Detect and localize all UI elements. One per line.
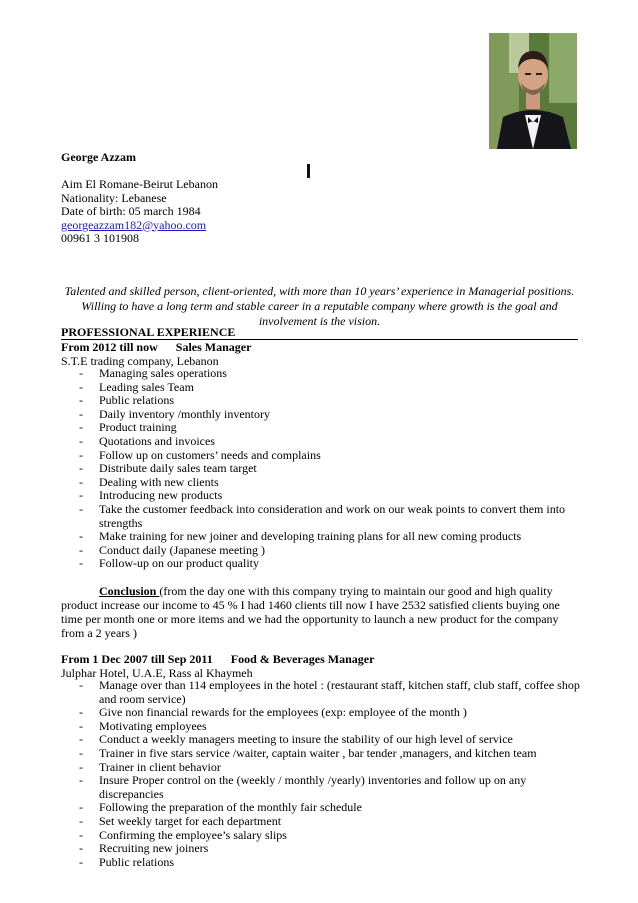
duty-item: [61, 381, 581, 395]
bullet-dash: -: [79, 705, 83, 720]
job-heading: [61, 652, 374, 666]
duty-text: Set weekly target for each department: [99, 813, 282, 828]
duty-text: Manage over than 114 employees in the hotel : (restaurant staff, kitchen staff, club staff, coffee shop and room service): [99, 678, 580, 706]
bullet-dash: -: [79, 433, 83, 448]
duty-text: Introducing new products: [99, 488, 223, 503]
duty-text: Managing sales operations: [99, 366, 227, 380]
duty-text: Recruiting new joiners: [99, 841, 209, 856]
duty-list: [61, 679, 581, 869]
job-period: From 2012 till now: [61, 340, 158, 354]
bullet-dash: -: [79, 841, 83, 856]
job-title: Food & Beverages Manager: [230, 652, 375, 666]
bullet-dash: -: [79, 542, 83, 557]
duty-item: [61, 856, 581, 870]
duty-item: [61, 435, 581, 449]
bullet-dash: -: [79, 393, 83, 408]
job-heading: [61, 340, 251, 354]
duty-item: [61, 720, 581, 734]
duty-item: [61, 449, 581, 463]
duty-text: Confirming the employee’s salary slips: [99, 827, 287, 842]
email-link[interactable]: georgeazzam182@yahoo.com: [61, 217, 207, 232]
duty-item: [61, 842, 581, 856]
bullet-dash: -: [79, 379, 83, 394]
duty-text: Distribute daily sales team target: [99, 461, 257, 476]
job-title: Sales Manager: [175, 340, 252, 354]
nationality-line: Nationality: Lebanese: [61, 190, 167, 205]
duty-item: [61, 815, 581, 829]
duty-item: [61, 503, 581, 530]
objective-statement: Talented and skilled person, client-oriented, with more than 10 years’ experience in Managerial positions. Willing to have a long term and stable career in a reputable company where growth is the goal and involvement is the vision.: [64, 284, 575, 328]
bullet-dash: -: [79, 759, 83, 774]
duty-item: [61, 747, 581, 761]
conclusion-title: Conclusion: [99, 584, 160, 598]
job-company: S.T.E trading company, Lebanon: [61, 354, 219, 368]
duty-text: Product training: [99, 420, 177, 435]
duty-text: Dealing with new clients: [99, 474, 219, 489]
duty-text: Take the customer feedback into consideration and work on our weak points to convert them into strengths: [99, 501, 566, 530]
duty-list: [61, 367, 581, 571]
duty-text: Daily inventory /monthly inventory: [99, 406, 270, 421]
bullet-dash: -: [79, 827, 83, 842]
bullet-dash: -: [79, 556, 83, 571]
duty-item: [61, 774, 581, 801]
duty-item: [61, 408, 581, 422]
bullet-dash: -: [79, 678, 83, 692]
conclusion-paragraph: [61, 584, 578, 640]
bullet-dash: -: [79, 529, 83, 544]
duty-text: Conduct daily (Japanese meeting ): [99, 542, 265, 557]
contact-block: [61, 178, 218, 246]
bullet-dash: -: [79, 488, 83, 503]
bullet-dash: -: [79, 366, 83, 380]
duty-item: [61, 367, 581, 381]
candidate-name: George Azzam: [61, 150, 136, 164]
duty-item: [61, 801, 581, 815]
duty-text: Conduct a weekly managers meeting to insure the stability of our high level of service: [99, 732, 513, 747]
duty-text: Public relations: [99, 393, 174, 408]
duty-text: Make training for new joiner and developing training plans for all new coming products: [99, 529, 522, 544]
duty-item: [61, 706, 581, 720]
phone-line: 00961 3 101908: [61, 231, 139, 245]
bullet-dash: -: [79, 474, 83, 489]
bullet-dash: -: [79, 501, 83, 516]
bullet-dash: -: [79, 813, 83, 828]
duty-item: [61, 476, 581, 490]
duty-item: [61, 462, 581, 476]
duty-item: [61, 733, 581, 747]
profile-photo: [489, 33, 577, 149]
bullet-dash: -: [79, 406, 83, 421]
bullet-dash: -: [79, 461, 83, 476]
duty-text: Public relations: [99, 854, 174, 869]
job-period: From 1 Dec 2007 till Sep 2011: [61, 652, 213, 666]
duty-text: Motivating employees: [99, 718, 207, 733]
bullet-dash: -: [79, 420, 83, 435]
duty-item: [61, 530, 581, 544]
duty-item: [61, 544, 581, 558]
duty-item: [61, 394, 581, 408]
duty-text: Trainer in client behavior: [99, 759, 221, 774]
job-company: Julphar Hotel, U.A.E, Rass al Khaymeh: [61, 666, 253, 680]
duty-text: Quotations and invoices: [99, 433, 215, 448]
dob-line: Date of birth: 05 march 1984: [61, 204, 201, 218]
duty-item: [61, 421, 581, 435]
duty-text: Give non financial rewards for the employees (exp: employee of the month ): [99, 705, 467, 720]
section-title-experience: PROFESSIONAL EXPERIENCE: [61, 325, 578, 340]
bullet-dash: -: [79, 447, 83, 462]
duty-text: Insure Proper control on the (weekly / monthly /yearly) inventories and follow up on any discrepancies: [99, 773, 527, 801]
text-cursor: [307, 164, 310, 178]
bullet-dash: -: [79, 732, 83, 747]
duty-text: Leading sales Team: [99, 379, 194, 394]
bullet-dash: -: [79, 718, 83, 733]
duty-item: [61, 557, 581, 571]
bullet-dash: -: [79, 800, 83, 815]
conclusion-text: (from the day one with this company trying to maintain our good and high quality product increase our income to 45 % I had 1460 clients till now I have 2532 satisfied clients buying one time per month one or more items and we had the opportunity to launch a new product for the company from a 2 years ): [61, 584, 560, 640]
portrait-image: [489, 33, 577, 149]
duty-item: [61, 829, 581, 843]
duty-text: Following the preparation of the monthly fair schedule: [99, 800, 362, 815]
duty-text: Follow-up on our product quality: [99, 556, 259, 571]
duty-text: Trainer in five stars service /waiter, captain waiter , bar tender ,managers, and kitchen team: [99, 745, 537, 760]
bullet-dash: -: [79, 745, 83, 760]
bullet-dash: -: [79, 854, 83, 869]
duty-item: [61, 761, 581, 775]
duty-item: [61, 679, 581, 706]
bullet-dash: -: [79, 773, 83, 788]
duty-text: Follow up on customers’ needs and complains: [99, 447, 321, 462]
duty-item: [61, 489, 581, 503]
address-line: Aim El Romane-Beirut Lebanon: [61, 177, 218, 191]
